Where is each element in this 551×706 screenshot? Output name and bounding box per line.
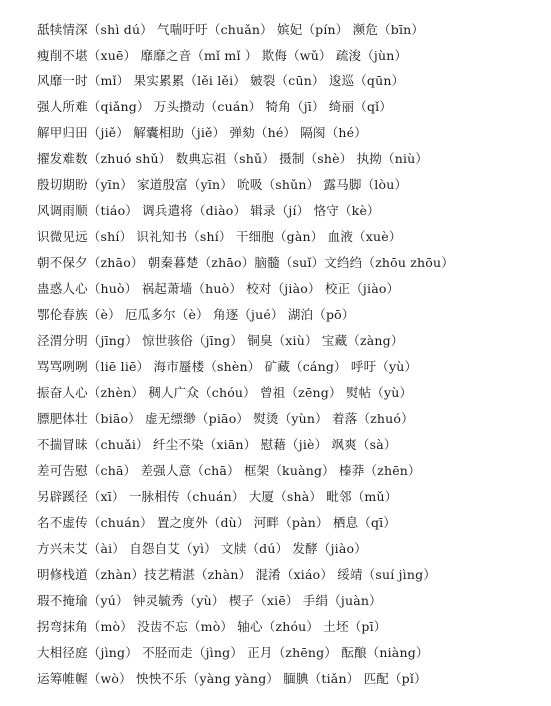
vocab-line: 膘肥体壮（biāo） 虚无缥缈（piāo） 熨烫（yùn） 着落（zhuó）	[37, 411, 414, 426]
vocab-line: 振奋人心（zhèn） 稠人广众（chóu） 曾祖（zēng） 熨帖（yù）	[37, 385, 413, 400]
vocab-line: 泾渭分明（jīng） 惊世骇俗（jīng） 铜臭（xiù） 宝藏（zàng）	[37, 333, 404, 348]
vocab-line: 名不虚传（chuán） 置之度外（dù） 河畔（pàn） 栖息（qī）	[37, 515, 397, 530]
vocab-line: 不揣冒昧（chuǎi） 纤尘不染（xiān） 慰藉（jiè） 飒爽（sà）	[37, 437, 397, 452]
vocab-line: 大相径庭（jìng） 不胫而走（jìng） 正月（zhēng） 酝酿（niàng）	[37, 645, 429, 660]
vocab-line: 识微见远（shí） 识礼知书（shí） 干细胞（gàn） 血液（xuè）	[37, 229, 402, 244]
vocab-line: 朝不保夕（zhāo） 朝秦暮楚（zhāo）脑髓（suǐ）文绉绉（zhōu zhōu）	[37, 255, 454, 270]
vocab-line: 方兴未艾（ài） 自怨自艾（yì） 文牍（dú） 发酵（jiào）	[37, 541, 367, 556]
vocab-line: 擢发难数（zhuó shǔ） 数典忘祖（shǔ） 摄制（shè） 执拗（niù）	[37, 151, 429, 166]
vocab-line: 明修栈道（zhàn）技艺精湛（zhàn） 混淆（xiáo） 绥靖（suí jìng）	[37, 567, 437, 582]
vocab-line: 风靡一时（mǐ） 果实累累（lěi lěi） 皴裂（cūn） 逡巡（qūn）	[37, 73, 405, 88]
vocab-line: 风调雨顺（tiáo） 调兵遣将（diào） 辑录（jí） 恪守（kè）	[37, 203, 380, 218]
vocab-line: 瘦削不堪（xuē） 靡靡之音（mǐ mǐ ） 欺侮（wǔ） 疏浚（jùn）	[37, 48, 408, 63]
vocab-line: 解甲归田（jiě） 解囊相助（jiě） 弹劾（hé） 隔阂（hé）	[37, 125, 367, 140]
vocab-line: 鄂伦春族（è） 厄瓜多尔（è） 角逐（jué） 湖泊（pō）	[37, 307, 355, 322]
vocab-line: 蛊惑人心（huò） 祸起萧墙（huò） 校对（jiào） 校正（jiào）	[37, 281, 400, 296]
vocab-line: 舐犊情深（shì dú） 气喘吁吁（chuǎn） 嫔妃（pín） 濒危（bīn）	[37, 22, 425, 37]
vocab-line: 另辟蹊径（xī） 一脉相传（chuán） 大厦（shà） 毗邻（mǔ）	[37, 489, 398, 504]
vocab-line: 强人所难（qiǎng） 万头攒动（cuán） 犄角（jī） 绮丽（qǐ）	[37, 99, 393, 114]
vocab-line: 骂骂咧咧（liē liē） 海市蜃楼（shèn） 矿藏（cáng） 呼吁（yù）	[37, 359, 418, 374]
vocab-line: 殷切期盼（yīn） 家道殷富（yīn） 吮吸（shǔn） 露马脚（lòu）	[37, 177, 408, 192]
vocab-line: 运筹帷幄（wò） 怏怏不乐（yàng yàng） 腼腆（tiǎn） 匹配（pǐ）	[37, 671, 427, 686]
vocab-line: 拐弯抹角（mò） 没齿不忘（mò） 轴心（zhóu） 土坯（pī）	[37, 619, 387, 634]
vocab-line: 瑕不掩瑜（yú） 钟灵毓秀（yù） 楔子（xiē） 手绢（juàn）	[37, 593, 382, 608]
vocab-line: 差可告慰（chā） 差强人意（chā） 框架（kuàng） 榛莽（zhēn）	[37, 463, 421, 478]
